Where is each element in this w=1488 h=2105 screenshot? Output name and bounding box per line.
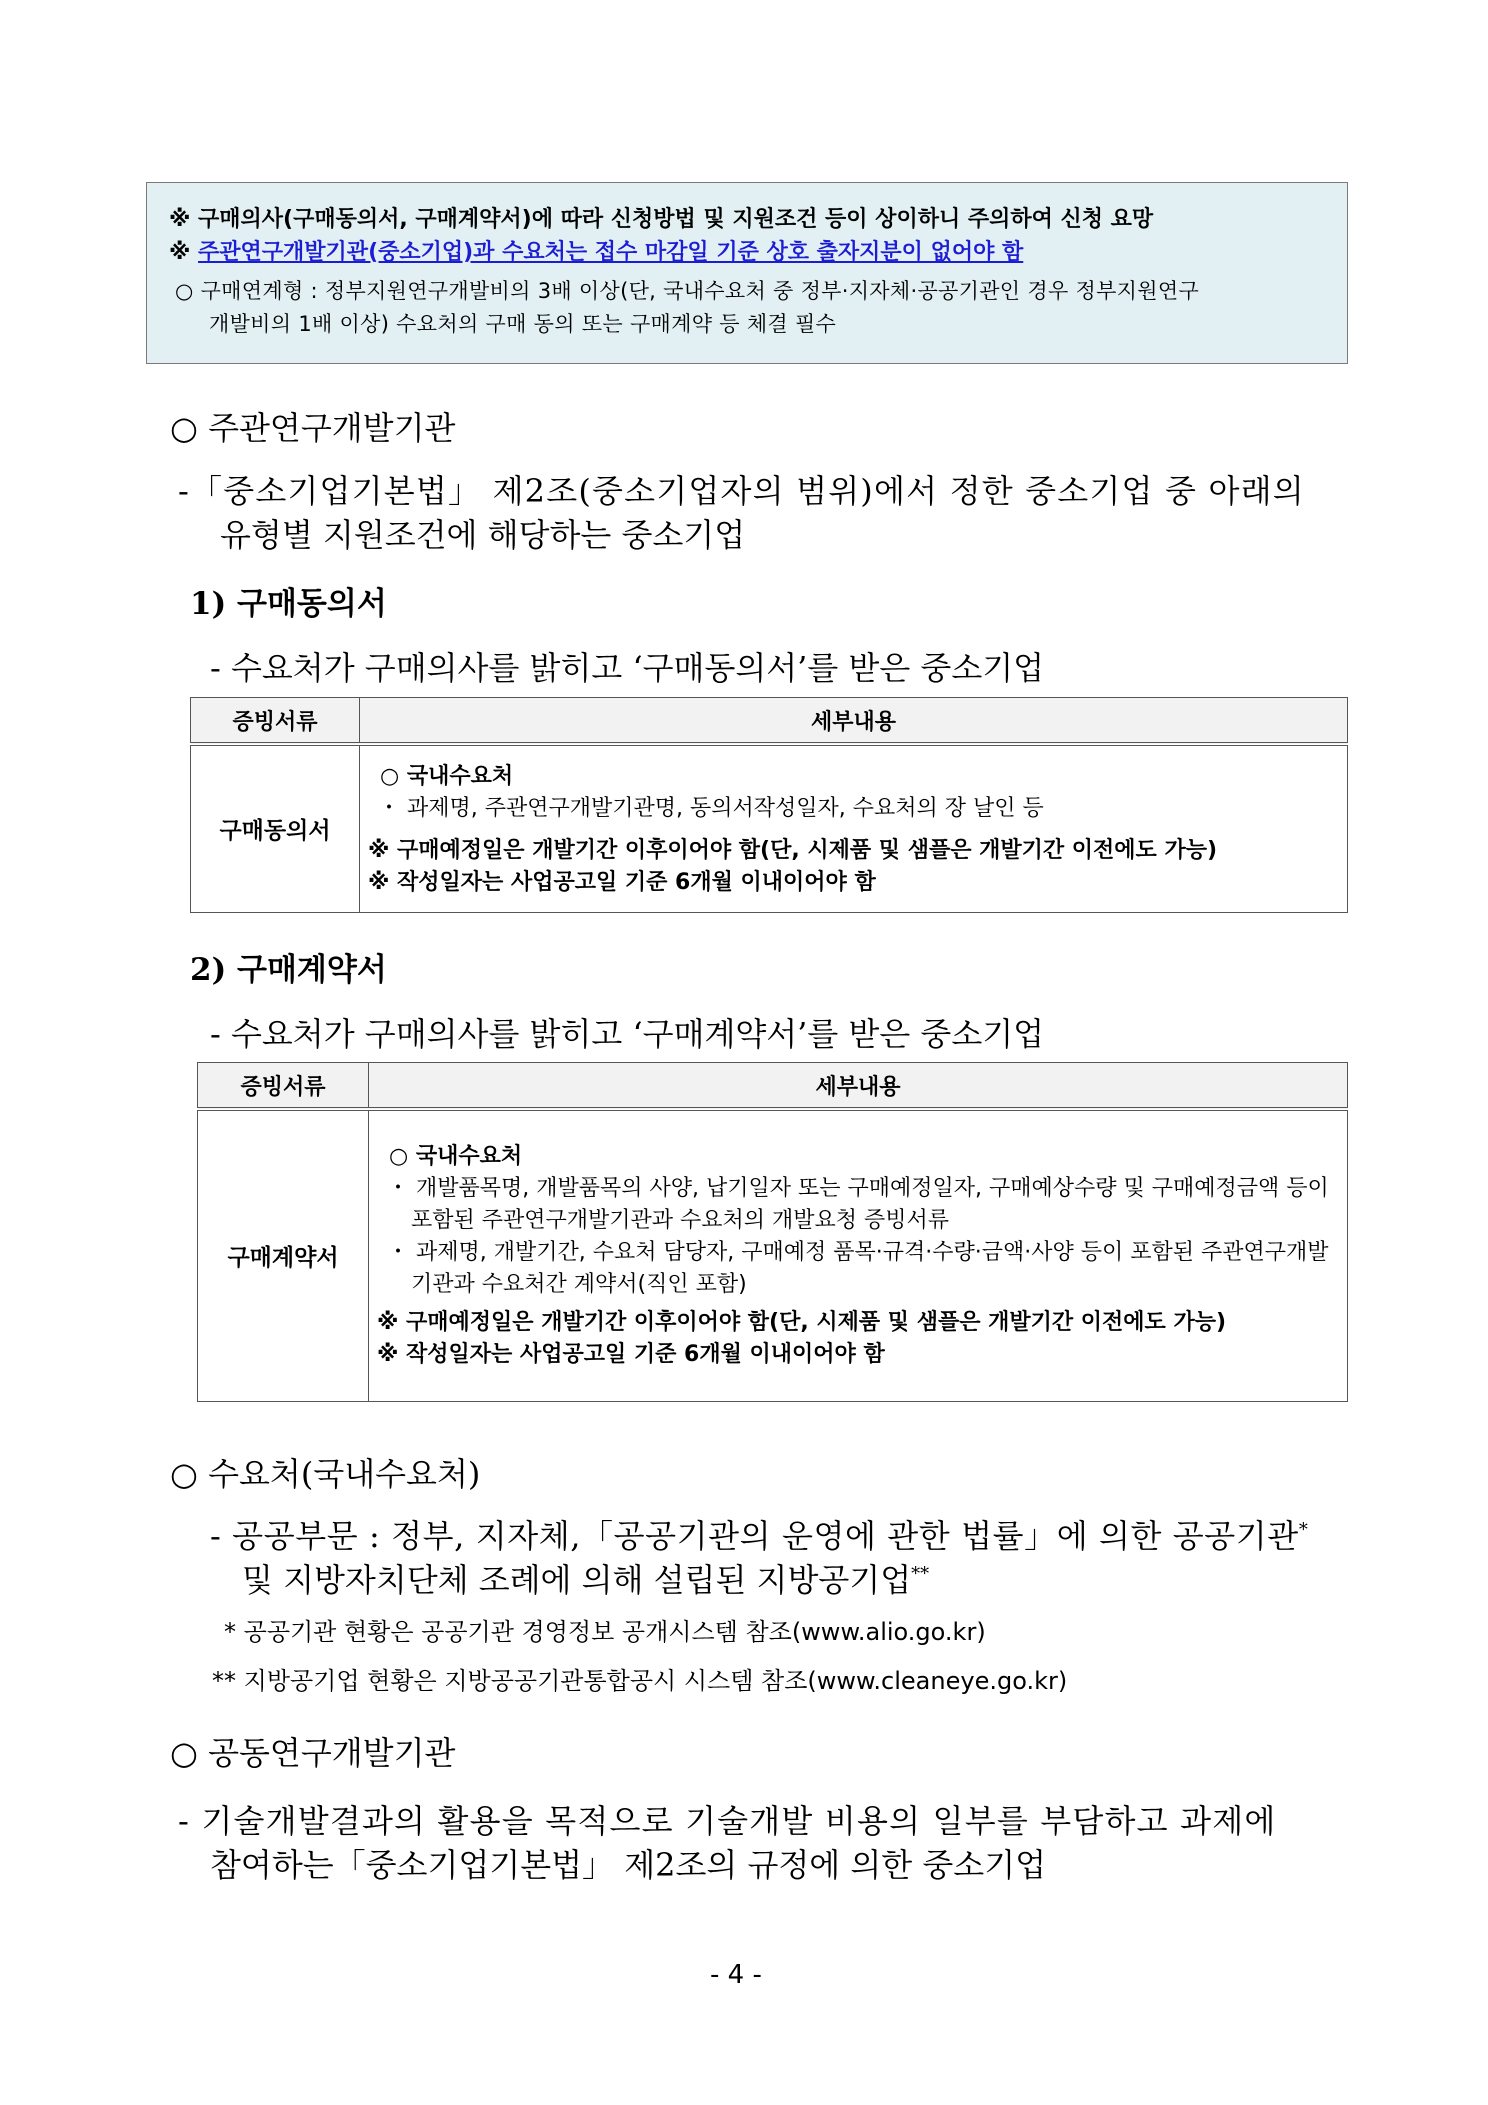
demand-desc-2 xyxy=(242,1555,929,1601)
footnote-mark-2: ** xyxy=(911,1563,930,1585)
notice-line-3: ○ 구매연계형 : 정부지원연구개발비의 3배 이상(단, 국내수요처 중 정부·지자체·공공기관인 경우 정부지원연구 xyxy=(175,279,1200,303)
table-purchase-consent xyxy=(190,697,1348,913)
joint-desc-1: - 기술개발결과의 활용을 목적으로 기술개발 비용의 일부를 부담하고 과제에 xyxy=(178,1802,1277,1840)
table-row-details xyxy=(360,744,1348,912)
type2-desc: - 수요처가 구매의사를 밝히고 ‘구매계약서’를 받은 중소기업 xyxy=(210,1015,1045,1053)
lead-desc-2: 유형별 지원조건에 해당하는 중소기업 xyxy=(220,516,746,554)
note-item: ※ 작성일자는 사업공고일 기준 6개월 이내이어야 함 xyxy=(368,869,876,895)
table-row-label: 구매동의서 xyxy=(191,744,360,912)
notice-box xyxy=(146,182,1348,364)
list-item: ・ 과제명, 개발기간, 수요처 담당자, 구매예정 품목·규격·수량·금액·사양 등이 포함된 주관연구개발기관과 수요처간 계약서(직인 포함) xyxy=(387,1239,1329,1297)
table-header-details: 세부내용 xyxy=(360,698,1348,745)
table-header-details: 세부내용 xyxy=(369,1063,1348,1110)
table-header-docs: 증빙서류 xyxy=(198,1063,369,1110)
footnote-mark-1: * xyxy=(1298,1519,1309,1541)
joint-desc-2: 참여하는「중소기업기본법」 제2조의 규정에 의한 중소기업 xyxy=(210,1846,1047,1884)
notice-mark: ※ xyxy=(169,240,199,265)
type1-desc: - 수요처가 구매의사를 밝히고 ‘구매동의서’를 받은 중소기업 xyxy=(210,649,1045,687)
demand-desc-1-text: - 공공부문 : 정부, 지자체,「공공기관의 운영에 관한 법률」에 의한 공공기관 xyxy=(210,1517,1299,1555)
list-item: ・ 과제명, 주관연구개발기관명, 동의서작성일자, 수요처의 장 날인 등 xyxy=(378,795,1044,821)
table-purchase-contract xyxy=(197,1062,1348,1402)
footnote-1: * 공공기관 현황은 공공기관 경영정보 공개시스템 참조(www.alio.go.kr) xyxy=(224,1618,986,1646)
type2-title: 2) 구매계약서 xyxy=(190,952,387,988)
table-header-docs: 증빙서류 xyxy=(191,698,360,745)
note-item: ※ 구매예정일은 개발기간 이후이어야 함(단, 시제품 및 샘플은 개발기간 이전에도 가능) xyxy=(377,1309,1227,1335)
lead-desc-1: -「중소기업기본법」 제2조(중소기업자의 범위)에서 정한 중소기업 중 아래의 xyxy=(178,472,1305,510)
note-item: ※ 작성일자는 사업공고일 기준 6개월 이내이어야 함 xyxy=(377,1341,885,1367)
notice-line-1: ※ 구매의사(구매동의서, 구매계약서)에 따라 신청방법 및 지원조건 등이 상이하니 주의하여 신청 요망 xyxy=(169,207,1154,232)
table-row-details xyxy=(369,1109,1348,1401)
note-item: ※ 구매예정일은 개발기간 이후이어야 함(단, 시제품 및 샘플은 개발기간 이전에도 가능) xyxy=(368,837,1218,863)
section-lead-org: ○ 주관연구개발기관 xyxy=(170,409,456,447)
notice-line-2 xyxy=(169,235,1023,266)
demand-desc-2-text: 및 지방자치단체 조례에 의해 설립된 지방공기업 xyxy=(242,1561,912,1599)
domestic-demand-heading: ○ 국내수요처 xyxy=(380,763,514,789)
list-item: ・ 개발품목명, 개발품목의 사양, 납기일자 또는 구매예정일자, 구매예상수량 및 구매예정금액 등이 포함된 주관연구개발기관과 수요처의 개발요청 증빙서류 xyxy=(387,1175,1329,1233)
footnote-2: ** 지방공기업 현황은 지방공공기관통합공시 시스템 참조(www.cleaneye.go.kr) xyxy=(212,1667,1068,1695)
notice-line-4: 개발비의 1배 이상) 수요처의 구매 동의 또는 구매계약 등 체결 필수 xyxy=(209,312,837,336)
page-number: - 4 - xyxy=(710,1960,762,1990)
notice-highlight: 주관연구개발기관(중소기업)과 수요처는 접수 마감일 기준 상호 출자지분이 없어야 함 xyxy=(198,240,1024,265)
demand-desc-1 xyxy=(210,1511,1308,1557)
domestic-demand-heading: ○ 국내수요처 xyxy=(389,1143,523,1169)
table-row-label: 구매계약서 xyxy=(198,1109,369,1401)
section-joint: ○ 공동연구개발기관 xyxy=(170,1734,456,1772)
section-demand: ○ 수요처(국내수요처) xyxy=(170,1455,481,1493)
type1-title: 1) 구매동의서 xyxy=(190,586,387,622)
